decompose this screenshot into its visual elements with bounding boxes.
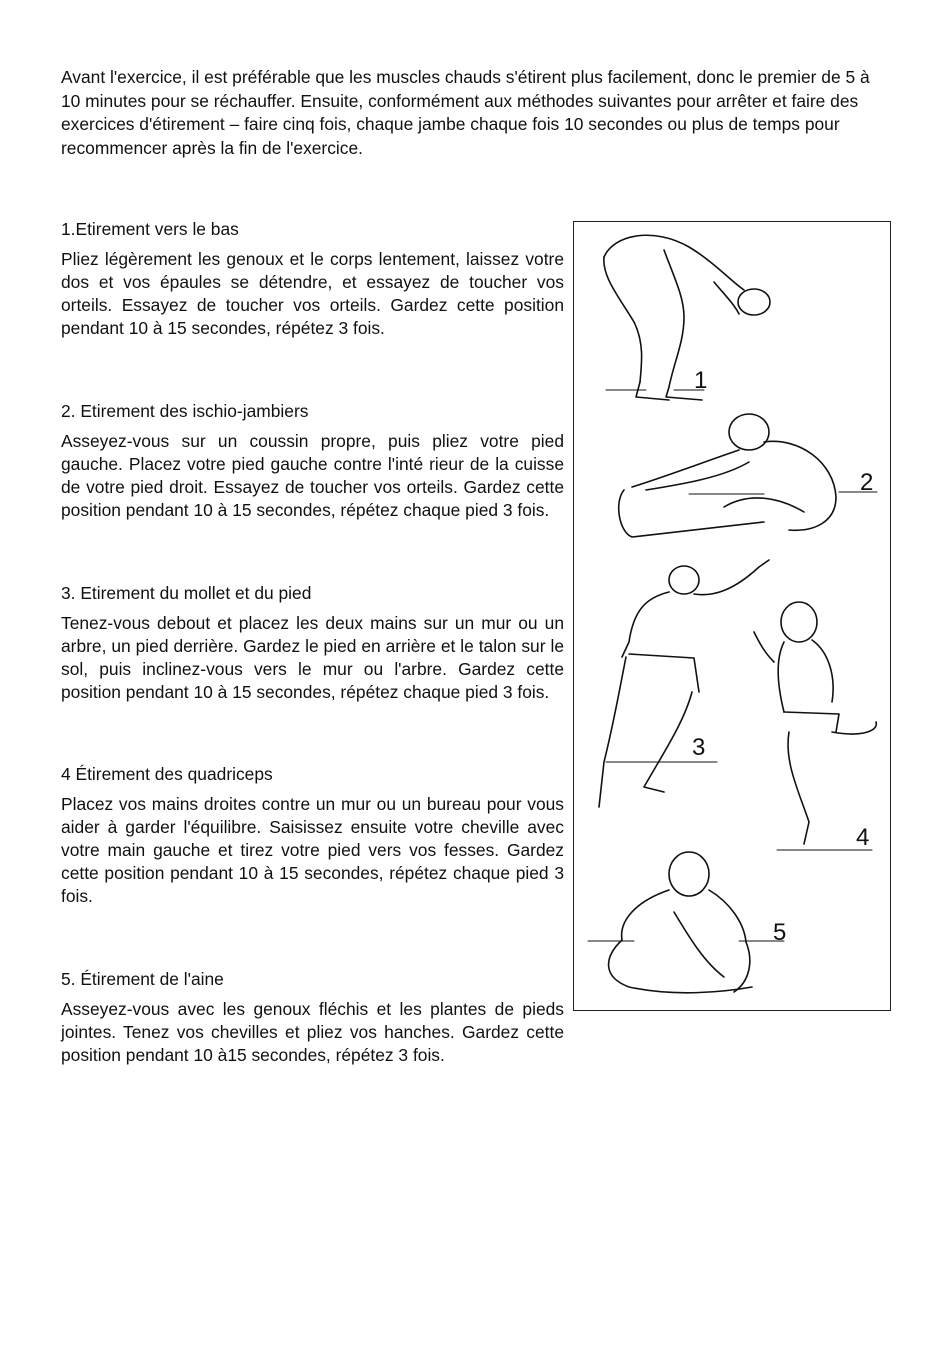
section-body: Asseyez-vous sur un coussin propre, puis pliez votre pied gauche. Placez votre pied gauche contre l'inté rieur de la cuisse de votre pied droit. Essayez de toucher vos orteils. Gardez cette position pendant 10 à 15 secondes, répétez chaque pied 3 fois. [61,431,564,520]
figure-4-quadriceps-illustration [754,602,876,850]
figure-1-toe-touch-illustration [604,235,770,400]
section-body: Pliez légèrement les genoux et le corps lentement, laissez votre dos et vos épaules se détendre, et essayez de toucher vos orteils. Essayez de toucher vos orteils. Gardez cette position pendant 10 à 15 secondes, répétez 3 fois. [61,249,564,338]
section-title: 2. Etirement des ischio-jambiers [61,401,309,421]
figure-2-hamstring-illustration [619,414,877,537]
figure-3-label: 3 [692,734,706,761]
stretching-illustrations [574,222,892,1012]
section-title: 1.Etirement vers le bas [61,219,239,239]
figure-1-label: 1 [694,367,708,394]
section-body: Asseyez-vous avec les genoux fléchis et les plantes de pieds jointes. Tenez vos chevilles et pliez vos hanches. Gardez cette position pendant 10 à15 secondes, répétez 3 fois. [61,999,564,1065]
figure-4-label: 4 [856,824,870,851]
stretching-illustrations-panel [573,221,891,1011]
figure-5-groin-stretch-illustration [588,852,787,993]
section-body: Tenez-vous debout et placez les deux mains sur un mur ou un arbre, un pied derrière. Gardez le pied en arrière et le talon sur le sol, puis inclinez-vous vers le mur ou l'arbre. Gardez cette position pendant 10 à 15 secondes, répétez chaque pied 3 fois. [61,613,564,702]
section-quadriceps-stretch [61,763,564,908]
section-downward-stretch [61,218,564,340]
intro-paragraph: Avant l'exercice, il est préférable que les muscles chauds s'étirent plus facilement, donc le premier de 5 à 10 minutes pour se réchauffer. Ensuite, conformément aux méthodes suivantes pour arrêter et faire des exercices d'étirement – faire cinq fois, chaque jambe chaque fois 10 secondes ou plus de temps pour recommencer après la fin de l'exercice. [61,67,870,158]
section-groin-stretch [61,968,564,1067]
figure-3-calf-stretch-illustration [599,560,769,807]
figure-5-label: 5 [773,919,787,946]
section-body: Placez vos mains droites contre un mur ou un bureau pour vous aider à garder l'équilibre. Saisissez ensuite votre cheville avec votre main gauche et tirez votre pied vers vos fesses. Gardez cette position pendant 10 à 15 secondes, répétez chaque pied 3 fois. [61,794,564,906]
section-calf-foot-stretch [61,582,564,704]
section-hamstring-stretch [61,400,564,522]
section-title: 3. Etirement du mollet et du pied [61,583,312,603]
section-title: 4 Étirement des quadriceps [61,764,273,784]
figure-2-label: 2 [860,469,874,496]
section-title: 5. Étirement de l'aine [61,969,224,989]
